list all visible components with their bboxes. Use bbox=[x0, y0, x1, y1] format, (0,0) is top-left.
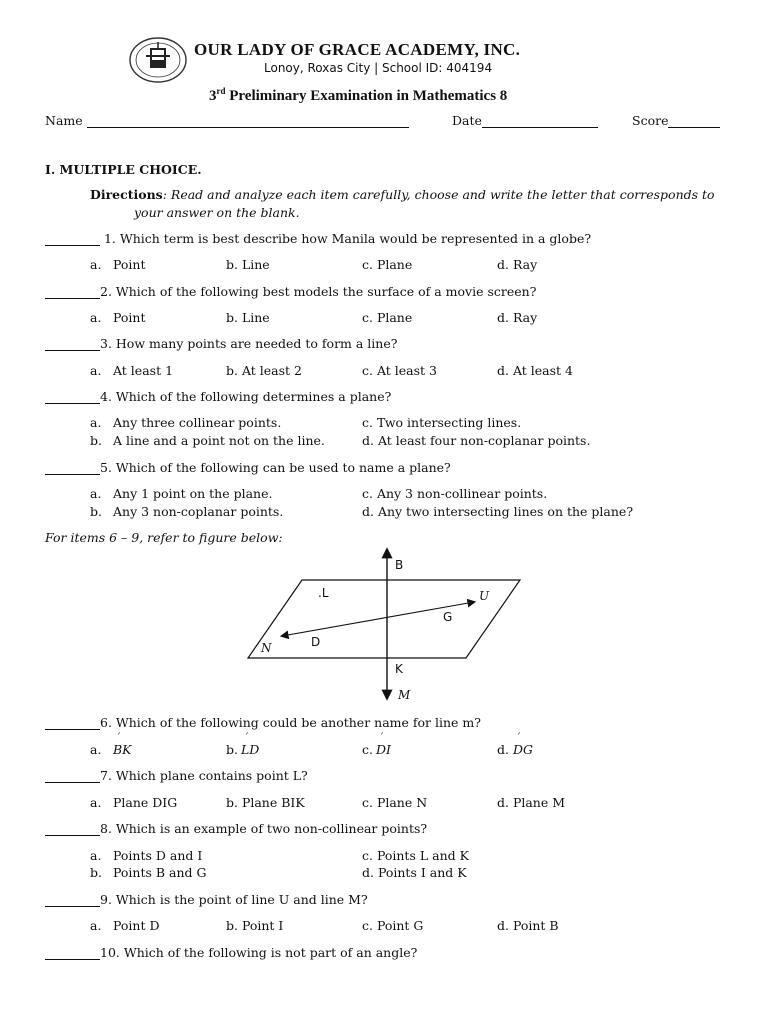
point-n-label: N bbox=[261, 641, 272, 655]
question-6: 6. Which of the following could be another name for line m? bbox=[45, 715, 481, 730]
directions-line-1: Directions: Read and analyze each item carefully, choose and write the letter that corresponds to bbox=[90, 187, 715, 202]
option-a-letter: a. bbox=[90, 363, 102, 378]
figure-caption: For items 6 – 9, refer to figure below: bbox=[45, 530, 283, 545]
option-d: ´ DG bbox=[513, 733, 534, 757]
score-field[interactable]: Score bbox=[632, 113, 720, 128]
option-c: ´ DI bbox=[376, 733, 391, 757]
name-field[interactable]: Name bbox=[45, 113, 409, 128]
option-b: Points B and G bbox=[113, 865, 207, 880]
option-d: d. Ray bbox=[497, 257, 538, 272]
option-d: d. Plane M bbox=[497, 795, 566, 810]
option-d: d. Ray bbox=[497, 310, 538, 325]
option-b: b. Line bbox=[226, 310, 270, 325]
point-k-label: K bbox=[395, 662, 403, 676]
option-b: A line and a point not on the line. bbox=[113, 433, 325, 448]
geometry-figure bbox=[240, 544, 530, 704]
answer-blank[interactable] bbox=[45, 391, 100, 404]
option-c: c. Point G bbox=[362, 918, 424, 933]
option-b-letter: b. bbox=[90, 504, 102, 519]
point-l-label: .L bbox=[318, 586, 329, 600]
answer-blank[interactable] bbox=[45, 947, 100, 960]
option-a: Points D and I bbox=[113, 848, 203, 863]
answer-blank[interactable] bbox=[45, 233, 100, 246]
option-a: ´ BK bbox=[113, 733, 132, 757]
option-a: Point D bbox=[113, 918, 160, 933]
answer-blank[interactable] bbox=[45, 823, 100, 836]
question-2: 2. Which of the following best models the surface of a movie screen? bbox=[45, 284, 536, 299]
option-b: ´ LD bbox=[241, 733, 260, 757]
option-d: d. Any two intersecting lines on the plane? bbox=[362, 504, 634, 519]
school-address: Lonoy, Roxas City | School ID: 404194 bbox=[264, 61, 493, 75]
option-a-letter: a. bbox=[90, 848, 102, 863]
option-c: c. Points L and K bbox=[362, 848, 469, 863]
question-8: 8. Which is an example of two non-collinear points? bbox=[45, 821, 427, 836]
option-b-letter: b. bbox=[226, 742, 238, 757]
answer-blank[interactable] bbox=[45, 894, 100, 907]
option-a: Any 1 point on the plane. bbox=[113, 486, 273, 501]
question-4: 4. Which of the following determines a plane? bbox=[45, 389, 391, 404]
option-a-letter: a. bbox=[90, 742, 102, 757]
option-a-letter: a. bbox=[90, 257, 102, 272]
option-b: b. Point I bbox=[226, 918, 284, 933]
option-c: c. Plane N bbox=[362, 795, 428, 810]
question-7: 7. Which plane contains point L? bbox=[45, 768, 308, 783]
point-d-label: D bbox=[311, 635, 321, 649]
point-b-label: B bbox=[395, 558, 404, 572]
answer-blank[interactable] bbox=[45, 462, 100, 475]
school-name: OUR LADY OF GRACE ACADEMY, INC. bbox=[194, 40, 521, 59]
option-a: Plane DIG bbox=[113, 795, 178, 810]
option-c: c. Any 3 non-collinear points. bbox=[362, 486, 548, 501]
option-b: b. Line bbox=[226, 257, 270, 272]
option-d-letter: d. bbox=[497, 742, 509, 757]
school-seal-logo bbox=[128, 36, 188, 84]
point-u-label: U bbox=[479, 589, 490, 603]
option-c-letter: c. bbox=[362, 742, 373, 757]
question-3: 3. How many points are needed to form a line? bbox=[45, 336, 397, 351]
option-a: At least 1 bbox=[113, 363, 174, 378]
date-field[interactable]: Date bbox=[452, 113, 598, 128]
option-a: Point bbox=[113, 310, 146, 325]
question-1: 1. Which term is best describe how Manila would be represented in a globe? bbox=[45, 231, 591, 246]
option-c: c. Two intersecting lines. bbox=[362, 415, 522, 430]
option-b-letter: b. bbox=[90, 865, 102, 880]
option-c: c. Plane bbox=[362, 257, 413, 272]
option-a-letter: a. bbox=[90, 310, 102, 325]
point-g-label: G bbox=[443, 610, 453, 624]
option-d: d. Points I and K bbox=[362, 865, 467, 880]
option-a-letter: a. bbox=[90, 795, 102, 810]
option-d: d. At least 4 bbox=[497, 363, 573, 378]
answer-blank[interactable] bbox=[45, 338, 100, 351]
answer-blank[interactable] bbox=[45, 286, 100, 299]
option-a: Any three collinear points. bbox=[113, 415, 282, 430]
option-d: d. At least four non-coplanar points. bbox=[362, 433, 591, 448]
option-b-letter: b. bbox=[90, 433, 102, 448]
option-d: d. Point B bbox=[497, 918, 559, 933]
exam-title: 3rd Preliminary Examination in Mathematics 8 bbox=[209, 86, 508, 104]
option-a: Point bbox=[113, 257, 146, 272]
question-10: 10. Which of the following is not part of an angle? bbox=[45, 945, 417, 960]
question-5: 5. Which of the following can be used to name a plane? bbox=[45, 460, 451, 475]
option-b: b. At least 2 bbox=[226, 363, 302, 378]
point-m-label: M bbox=[398, 688, 411, 702]
answer-blank[interactable] bbox=[45, 717, 100, 730]
option-b: Any 3 non-coplanar points. bbox=[113, 504, 284, 519]
option-a-letter: a. bbox=[90, 918, 102, 933]
section-title: I. MULTIPLE CHOICE. bbox=[45, 162, 202, 177]
question-9: 9. Which is the point of line U and line M? bbox=[45, 892, 368, 907]
option-c: c. Plane bbox=[362, 310, 413, 325]
directions-line-2: your answer on the blank. bbox=[134, 205, 300, 220]
option-b: b. Plane BIK bbox=[226, 795, 305, 810]
option-a-letter: a. bbox=[90, 415, 102, 430]
answer-blank[interactable] bbox=[45, 770, 100, 783]
option-c: c. At least 3 bbox=[362, 363, 437, 378]
option-a-letter: a. bbox=[90, 486, 102, 501]
